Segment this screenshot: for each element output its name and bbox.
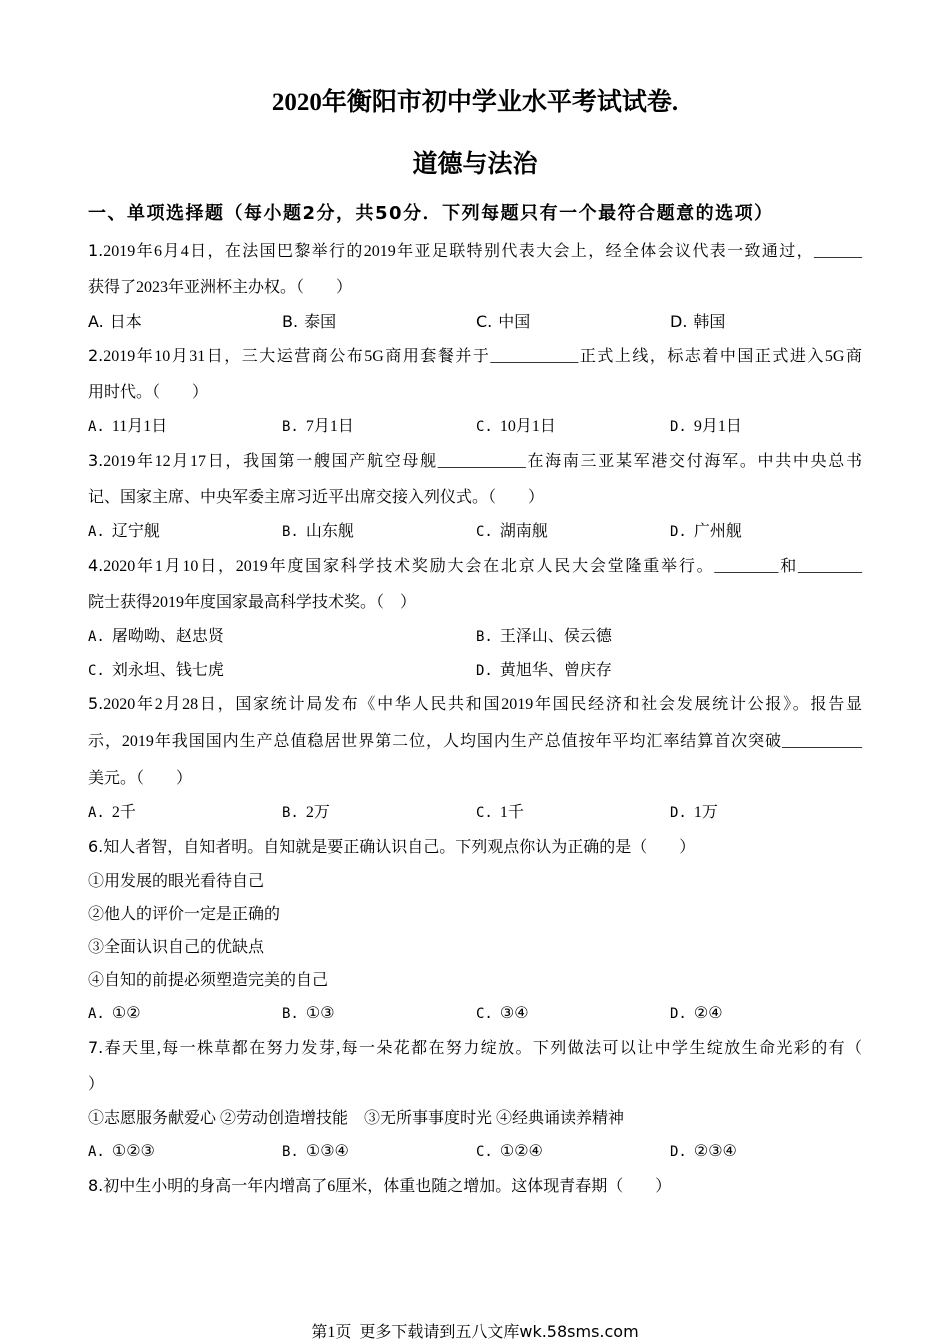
option-b: [282, 515, 476, 549]
question-2: [88, 339, 862, 444]
option-label: A.: [88, 1006, 105, 1022]
option-text: 2千: [111, 804, 136, 821]
option-text: 韩国: [693, 314, 726, 331]
question-8-line-1: [88, 1169, 862, 1204]
exam-subject: 道德与法治: [412, 151, 538, 178]
option-label: A.: [88, 524, 105, 540]
option-label: C.: [476, 805, 493, 821]
statement-1: ①用发展的眼光看待自己: [88, 873, 265, 890]
question-7: [88, 1031, 862, 1169]
option-label: C.: [476, 419, 493, 435]
question-number: 4.: [88, 556, 104, 575]
question-text: 春天里,每一株草都在努力发芽,每一朵花都在努力绽放。下列做法可以让中学生绽放生命光彩的有（: [103, 1040, 862, 1057]
option-c: [476, 410, 670, 444]
question-2-options: [88, 410, 862, 444]
option-b: [282, 1135, 476, 1169]
option-label: A.: [88, 419, 105, 435]
question-1-line-2: [88, 271, 862, 305]
question-1-line-1: [88, 234, 862, 269]
statement-list: ①志愿服务献爱心 ②劳动创造增技能 ③无所事事度时光 ④经典诵读养精神: [88, 1110, 625, 1127]
question-6-line-1: [88, 830, 862, 865]
question-text: ）: [88, 1076, 105, 1093]
option-text: 屠呦呦、赵忠贤: [111, 628, 224, 645]
question-5-line-3: [88, 762, 862, 796]
option-text: 广州舰: [693, 523, 742, 540]
option-c: [476, 1135, 670, 1169]
option-label: D.: [670, 1144, 687, 1160]
option-a: [88, 305, 282, 340]
question-1: [88, 234, 862, 339]
option-label: C.: [476, 1006, 493, 1022]
statement-2: ②他人的评价一定是正确的: [88, 906, 281, 923]
question-7-line-1: [88, 1031, 862, 1066]
question-4-line-2: [88, 586, 862, 620]
option-text: ②④: [693, 1005, 723, 1022]
option-b: [282, 410, 476, 444]
option-text: 王泽山、侯云德: [499, 628, 612, 645]
option-a: [88, 515, 282, 549]
option-text: 10月1日: [499, 418, 556, 435]
option-text: ①②: [111, 1005, 141, 1022]
option-d: [670, 515, 862, 549]
question-7-line-2: [88, 1068, 862, 1102]
option-text: 山东舰: [305, 523, 354, 540]
option-b: [282, 997, 476, 1031]
option-text: 湖南舰: [499, 523, 548, 540]
question-4-options-row-1: [88, 620, 862, 654]
question-3-options: [88, 515, 862, 549]
question-5: [88, 687, 862, 830]
option-text: 11月1日: [111, 418, 168, 435]
question-number: 3.: [88, 451, 104, 470]
option-a: [88, 410, 282, 444]
question-number: 8.: [88, 1176, 104, 1195]
option-label: D.: [670, 1006, 687, 1022]
question-7-options: [88, 1135, 862, 1169]
question-text: 美元。（ ）: [88, 770, 193, 787]
question-number: 6.: [88, 837, 104, 856]
option-label: A.: [88, 1144, 105, 1160]
question-text: 2020年2月28日，国家统计局发布《中华人民共和国2019年国民经济和社会发展统计公报》。报告显: [103, 696, 862, 713]
question-8: [88, 1169, 862, 1204]
option-b: [476, 620, 862, 654]
option-label: A.: [88, 805, 105, 821]
question-5-options: [88, 796, 862, 830]
option-text: ①②④: [499, 1143, 543, 1160]
question-text: 用时代。（ ）: [88, 384, 209, 401]
option-d: [670, 1135, 862, 1169]
question-1-options: [88, 305, 862, 339]
question-text: 院士获得2019年度国家最高科学技术奖。（ ）: [88, 594, 417, 611]
option-text: 日本: [109, 314, 142, 331]
option-b: [282, 796, 476, 830]
option-label: C.: [88, 663, 105, 679]
option-text: 7月1日: [305, 418, 354, 435]
option-text: ①③④: [305, 1143, 349, 1160]
option-c: [88, 654, 476, 688]
section-heading: 一、单项选择题（每小题2分，共50分．下列每题只有一个最符合题意的选项）: [88, 203, 774, 224]
option-text: 泰国: [304, 314, 337, 331]
question-4-options-row-2: [88, 654, 862, 687]
option-text: 1万: [693, 804, 718, 821]
option-text: 刘永坦、钱七虎: [111, 662, 224, 679]
question-3-line-1: [88, 444, 862, 479]
statement-3: ③全面认识自己的优缺点: [88, 939, 265, 956]
question-5-line-2: [88, 725, 862, 759]
question-text: 2019年12月17日，我国第一艘国产航空母舰___________在海南三亚某军港交付海军。中共中央总书: [103, 453, 862, 470]
question-text: 2019年10月31日，三大运营商公布5G商用套餐并于___________正式上线，标志着中国正式进入5G商: [103, 348, 862, 365]
question-text: 获得了2023年亚洲杯主办权。（ ）: [88, 279, 353, 296]
option-label: C.: [476, 524, 493, 540]
option-a: [88, 997, 282, 1031]
option-label: C.: [476, 312, 493, 331]
question-text: 示，2019年我国国内生产总值稳居世界第二位，人均国内生产总值按年平均汇率结算首次突破__________: [88, 733, 862, 750]
option-label: B.: [282, 1006, 299, 1022]
question-text: 记、国家主席、中央军委主席习近平出席交接入列仪式。（ ）: [88, 489, 545, 506]
option-text: ①②③: [111, 1143, 155, 1160]
question-4: [88, 549, 862, 687]
option-c: [476, 997, 670, 1031]
question-text: 2020年1月10日，2019年度国家科学技术奖励大会在北京人民大会堂隆重举行。________和________: [103, 558, 862, 575]
option-text: 1千: [499, 804, 524, 821]
option-label: D.: [670, 312, 688, 331]
option-label: D.: [670, 419, 687, 435]
footer-site: wk.58sms.com: [519, 1322, 639, 1341]
question-text: 初中生小明的身高一年内增高了6厘米，体重也随之增加。这体现青春期（ ）: [103, 1178, 672, 1195]
option-c: [476, 796, 670, 830]
option-d: [670, 410, 862, 444]
option-c: [476, 515, 670, 549]
question-number: 5.: [88, 694, 104, 713]
option-label: B.: [282, 805, 299, 821]
option-a: [88, 1135, 282, 1169]
option-label: C.: [476, 1144, 493, 1160]
option-label: B.: [282, 524, 299, 540]
option-label: A.: [88, 629, 105, 645]
option-text: 中国: [498, 314, 531, 331]
option-text: ③④: [499, 1005, 529, 1022]
option-text: ①③: [305, 1005, 335, 1022]
option-label: B.: [282, 419, 299, 435]
page-footer: [0, 1322, 950, 1342]
question-text: 2019年6月4日，在法国巴黎举行的2019年亚足联特别代表大会上，经全体会议代表一致通过，______: [103, 243, 862, 260]
option-text: 2万: [305, 804, 330, 821]
option-label: B.: [476, 629, 493, 645]
option-text: 9月1日: [693, 418, 742, 435]
option-text: 黄旭华、曾庆存: [499, 662, 612, 679]
page-number: 第1页: [311, 1324, 352, 1341]
option-label: B.: [282, 1144, 299, 1160]
question-list: [88, 234, 862, 1204]
footer-promo-text: 更多下载请到五八文库: [359, 1324, 520, 1341]
option-label: A.: [88, 312, 104, 331]
question-4-line-1: [88, 549, 862, 584]
question-number: 7.: [88, 1038, 104, 1057]
question-6-options: [88, 997, 862, 1031]
option-text: ②③④: [693, 1143, 737, 1160]
question-5-line-1: [88, 687, 862, 722]
option-b: [282, 305, 476, 340]
statement-4: ④自知的前提必须塑造完美的自己: [88, 972, 329, 989]
question-3-line-2: [88, 481, 862, 515]
option-d: [670, 305, 862, 340]
question-2-line-2: [88, 376, 862, 410]
option-text: 辽宁舰: [111, 523, 160, 540]
question-2-line-1: [88, 339, 862, 374]
option-c: [476, 305, 670, 340]
option-a: [88, 796, 282, 830]
question-3: [88, 444, 862, 549]
option-label: D.: [670, 805, 687, 821]
question-number: 2.: [88, 346, 104, 365]
option-label: D.: [476, 663, 493, 679]
option-d: [670, 997, 862, 1031]
exam-title: 2020年衡阳市初中学业水平考试试卷.: [271, 89, 679, 116]
question-6: [88, 830, 862, 1031]
option-a: [88, 620, 476, 654]
option-d: [476, 654, 862, 688]
question-text: 知人者智，自知者明。自知就是要正确认识自己。下列观点你认为正确的是（ ）: [103, 839, 696, 856]
option-label: B.: [282, 312, 299, 331]
option-d: [670, 796, 862, 830]
option-label: D.: [670, 524, 687, 540]
question-number: 1.: [88, 241, 104, 260]
